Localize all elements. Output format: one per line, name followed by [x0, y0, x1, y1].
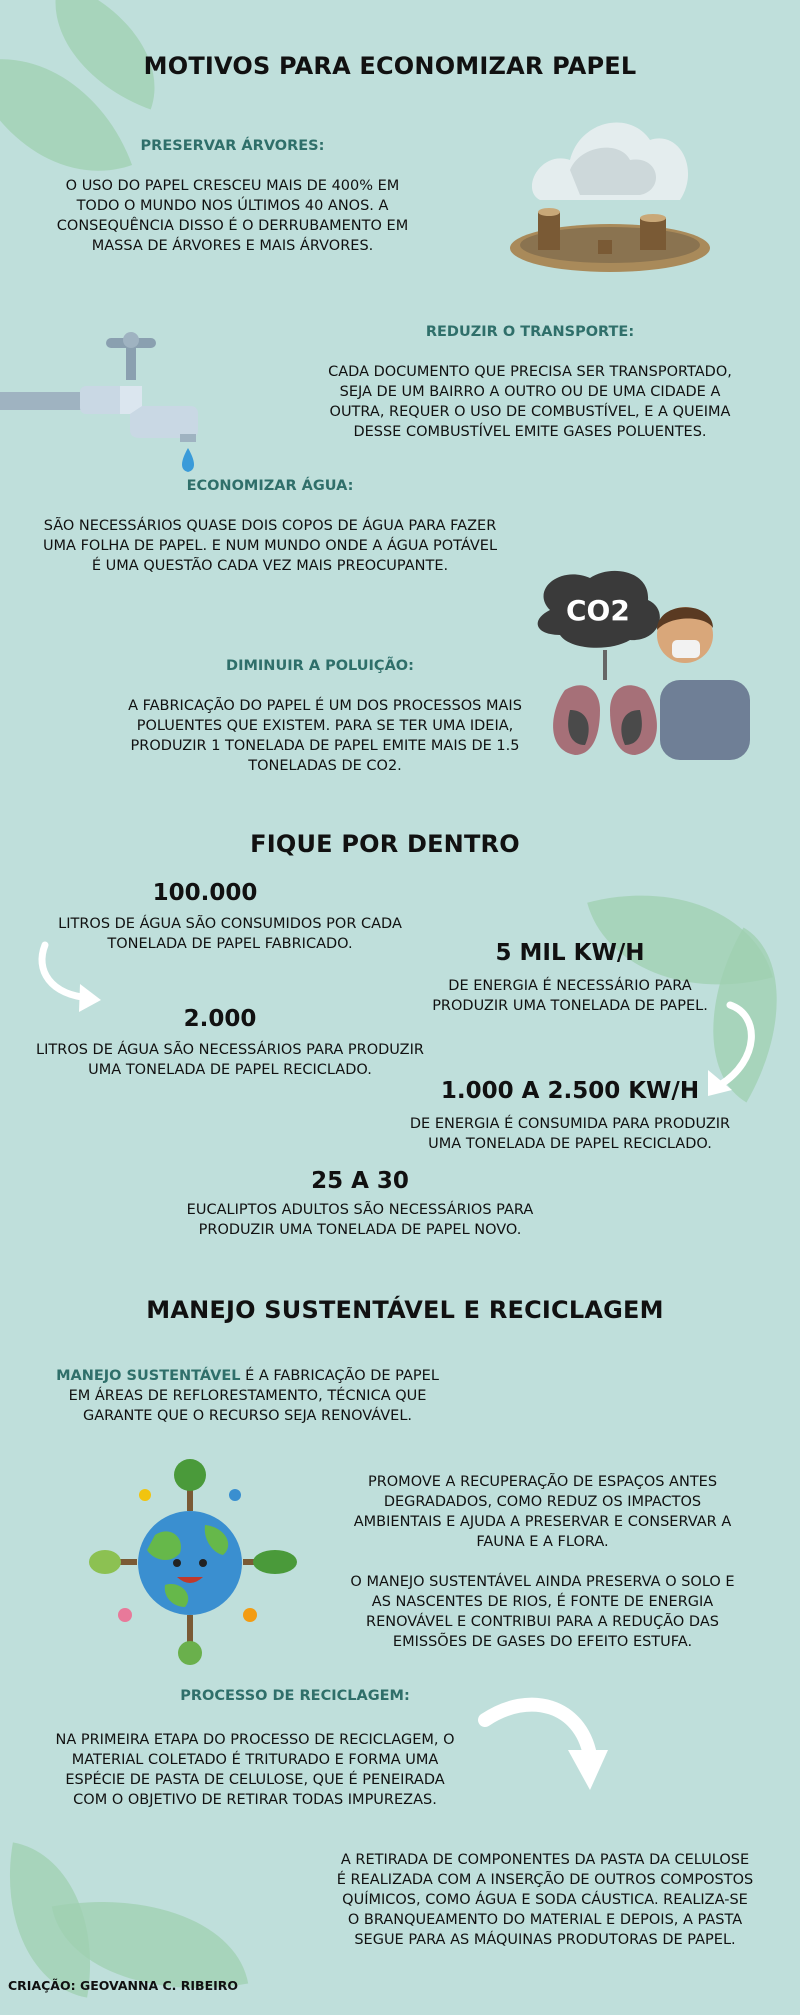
fact-value: 5 MIL KW/H — [495, 940, 645, 966]
reason-heading-water: ECONOMIZAR ÁGUA: — [186, 478, 354, 494]
fact-value: 25 A 30 — [311, 1168, 409, 1194]
facts-title: FIQUE POR DENTRO — [250, 830, 520, 858]
reason-text-water: SÃO NECESSÁRIOS QUASE DOIS COPOS DE ÁGUA PARA FAZER UMA FOLHA DE PAPEL. E NUM MUNDO ONDE A ÁGUA POTÁVEL É UMA QUESTÃO CADA VEZ MAIS PREOCUPANTE. — [42, 518, 498, 574]
fact-text: EUCALIPTOS ADULTOS SÃO NECESSÁRIOS PARA PRODUZIR UMA TONELADA DE PAPEL NOVO. — [186, 1202, 534, 1238]
credit: CRIAÇÃO: GEOVANNA C. RIBEIRO — [8, 1978, 239, 1993]
page-title: MOTIVOS PARA ECONOMIZAR PAPEL — [143, 52, 637, 80]
manejo-para-1: PROMOVE A RECUPERAÇÃO DE ESPAÇOS ANTES DEGRADADOS, COMO REDUZ OS IMPACTOS AMBIENTAIS E AJUDA A PRESERVAR E CONSERVAR A FAUNA E A FLORA. — [353, 1474, 732, 1550]
manejo-para-2: O MANEJO SUSTENTÁVEL AINDA PRESERVA O SOLO E AS NASCENTES DE RIOS, É FONTE DE ENERGIA RENOVÁVEL E CONTRIBUI PARA A REDUÇÃO DAS EMISSÕES DE GASES DO EFEITO ESTUFA. — [350, 1574, 735, 1650]
earth-plants-icon — [85, 1455, 305, 1665]
reciclagem-para-2: A RETIRADA DE COMPONENTES DA PASTA DA CELULOSE É REALIZADA COM A INSERÇÃO DE OUTROS COMPOSTOS QUÍMICOS, COMO ÁGUA E SODA CÁUSTICA. REALIZA-SE O BRANQUEAMENTO DO MATERIAL E DEPOIS, A PASTA SEGUE PARA AS MÁQUINAS PRODUTORAS DE PAPEL. — [336, 1852, 754, 1948]
reason-text-trees: O USO DO PAPEL CRESCEU MAIS DE 400% EM TODO O MUNDO NOS ÚLTIMOS 40 ANOS. A CONSEQUÊNCIA DISSO É O DERRUBAMENTO EM MASSA DE ÁRVORES E MAIS ÁRVORES. — [56, 178, 409, 254]
reason-text-transport: CADA DOCUMENTO QUE PRECISA SER TRANSPORTADO, SEJA DE UM BAIRRO A OUTRO OU DE UMA CIDADE A OUTRA, REQUER O USO DE COMBUSTÍVEL, E A QUEIMA DESSE COMBUSTÍVEL EMITE GASES POLUENTES. — [328, 364, 732, 440]
reason-heading-transport: REDUZIR O TRANSPORTE: — [425, 324, 635, 340]
manejo-title: MANEJO SUSTENTÁVEL E RECICLAGEM — [146, 1296, 664, 1324]
fact-text: LITROS DE ÁGUA SÃO CONSUMIDOS POR CADA TONELADA DE PAPEL FABRICADO. — [58, 916, 402, 952]
tree-stumps-icon — [500, 100, 720, 280]
fact-text: DE ENERGIA É NECESSÁRIO PARA PRODUZIR UMA TONELADA DE PAPEL. — [432, 978, 708, 1014]
fact-text: LITROS DE ÁGUA SÃO NECESSÁRIOS PARA PRODUZIR UMA TONELADA DE PAPEL RECICLADO. — [36, 1042, 424, 1078]
faucet-icon — [0, 330, 210, 460]
arrow-icon — [480, 1695, 610, 1805]
reciclagem-heading: PROCESSO DE RECICLAGEM: — [180, 1688, 410, 1704]
reason-text-pollution: A FABRICAÇÃO DO PAPEL É UM DOS PROCESSOS MAIS POLUENTES QUE EXISTEM. PARA SE TER UMA IDEIA, PRODUZIR 1 TONELADA DE PAPEL EMITE MAIS DE 1.5 TONELADAS DE CO2. — [128, 698, 522, 774]
manejo-accent: MANEJO SUSTENTÁVEL — [56, 1368, 241, 1384]
reciclagem-para-1: NA PRIMEIRA ETAPA DO PROCESSO DE RECICLAGEM, O MATERIAL COLETADO É TRITURADO E FORMA UMA ESPÉCIE DE PASTA DE CELULOSE, QUE É PENEIRADA COM O OBJETIVO DE RETIRAR TODAS IMPUREZAS. — [55, 1732, 455, 1808]
reason-heading-pollution: DIMINUIR A POLUIÇÃO: — [226, 658, 414, 674]
fact-value: 1.000 A 2.500 KW/H — [440, 1078, 700, 1104]
fact-text: DE ENERGIA É CONSUMIDA PARA PRODUZIR UMA TONELADA DE PAPEL RECICLADO. — [409, 1116, 731, 1152]
fact-value: 2.000 — [183, 1006, 257, 1032]
arrow-icon — [35, 940, 115, 1020]
manejo-intro-text: É A FABRICAÇÃO DE PAPEL EM ÁREAS DE REFLORESTAMENTO, TÉCNICA QUE GARANTE QUE O RECURSO SEJA RENOVÁVEL. — [68, 1368, 439, 1424]
arrow-icon — [700, 1000, 780, 1100]
co2-lungs-icon — [530, 570, 750, 760]
reason-heading-trees: PRESERVAR ÁRVORES: — [140, 138, 325, 154]
co2-label: CO2 — [566, 594, 630, 627]
manejo-intro — [50, 1366, 445, 1426]
fact-value: 100.000 — [152, 880, 258, 906]
